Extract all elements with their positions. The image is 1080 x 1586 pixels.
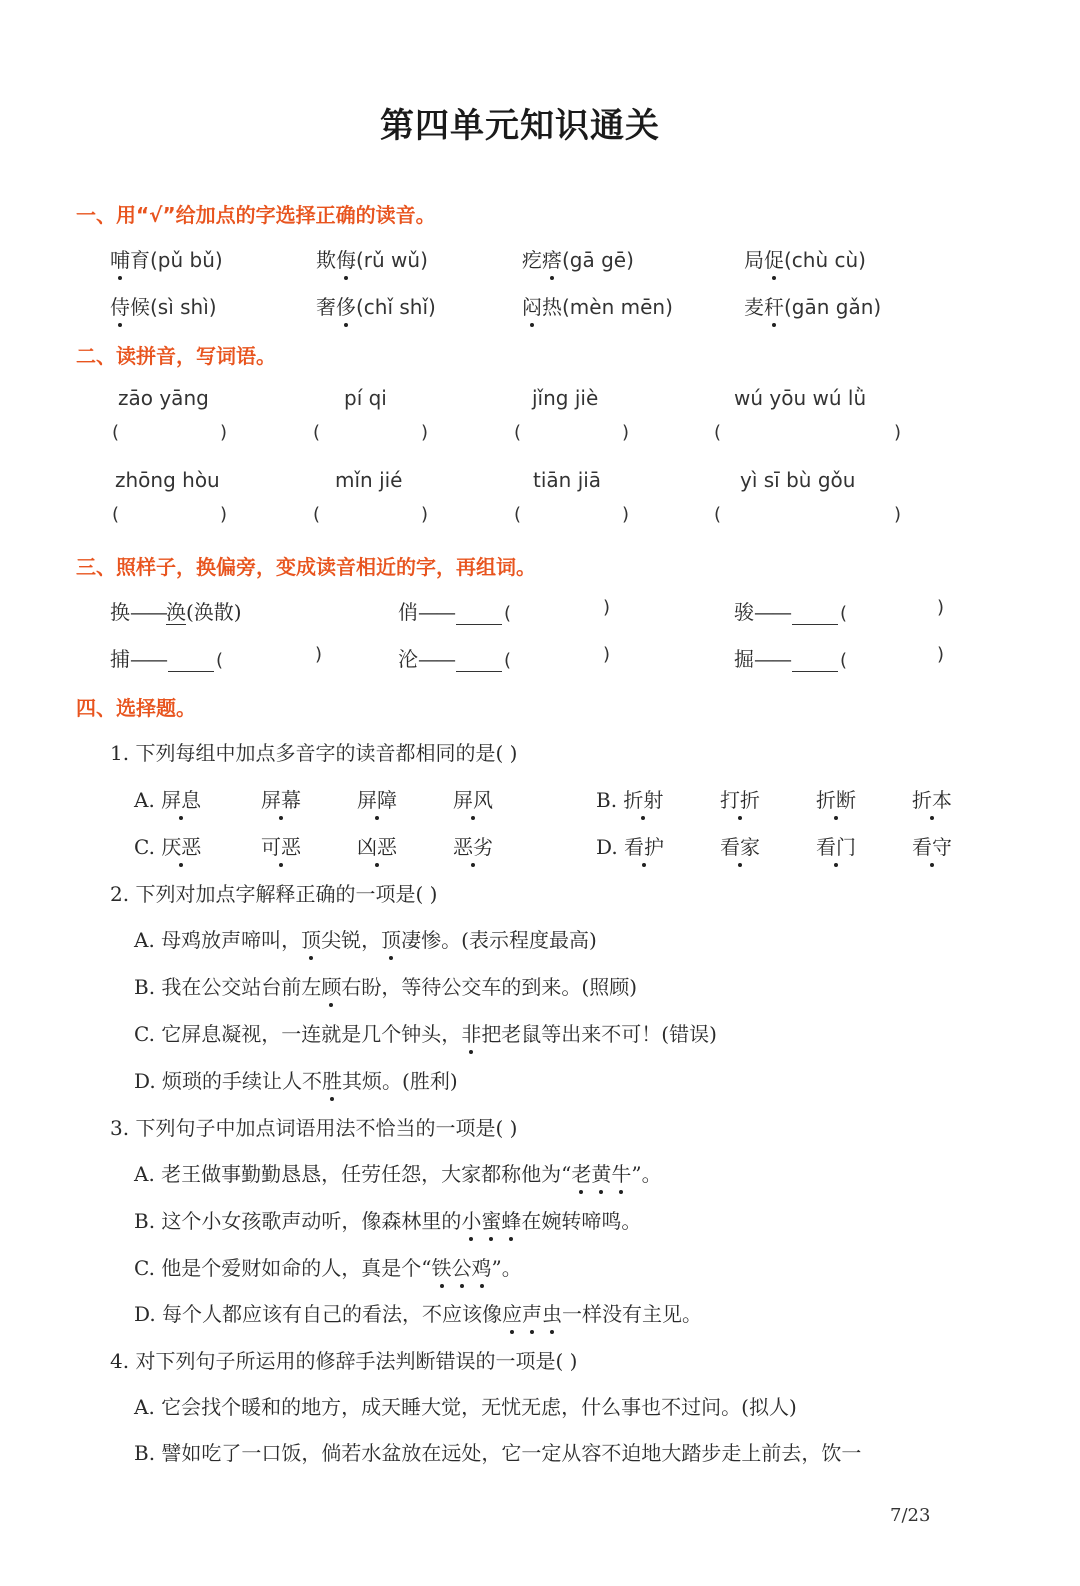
question-1-stem: 1. 下列每组中加点多音字的读音都相同的是( ) [110,741,518,765]
question-2-stem: 2. 下列对加点字解释正确的一项是( ) [110,882,438,906]
answer-paren-close: ) [894,504,902,525]
example-item: 换——涣(涣散) [110,600,242,624]
answer-paren-close: ) [315,644,323,665]
radical-item: 掘—— ( [734,647,848,671]
option-word: 看守 [912,831,952,860]
radical-item: 俏—— ( [398,600,512,624]
q3-option-B: B. 这个小女孩歌声动听，像森林里的小蜜蜂在婉转啼鸣。 [134,1205,641,1234]
answer-paren-close: ) [220,422,228,443]
s1-item: 疙瘩(gā gē) [522,244,634,273]
answer-paren-open: ( [112,504,120,525]
option-word: 屏幕 [261,784,301,813]
q4-option-B: B. 譬如吃了一口饭，倘若水盆放在远处，它一定从容不迫地大踏步走上前去，饮一 [134,1441,862,1465]
q3-option-D: D. 每个人都应该有自己的看法，不应该像应声虫一样没有主见。 [134,1298,702,1327]
answer-paren-close: ) [894,422,902,443]
answer-paren-close: ) [937,597,945,618]
pinyin-prompt: wú yōu wú lǜ [734,386,867,410]
s1-item: 麦秆(gān gǎn) [744,291,881,320]
s1-item: 闷热(mèn mēn) [522,291,673,320]
pinyin-prompt: yì sī bù gǒu [740,468,856,492]
section-3-heading: 三、照样子，换偏旁，变成读音相近的字，再组词。 [76,555,536,579]
option-word: 打折 [720,784,760,813]
pinyin-prompt: zāo yāng [118,386,209,410]
pinyin-prompt: jǐng jiè [532,386,599,410]
option-word: 凶恶 [357,831,397,860]
question-4-stem: 4. 对下列句子所运用的修辞手法判断错误的一项是( ) [110,1349,578,1373]
answer-paren-open: ( [514,422,522,443]
question-3-stem: 3. 下列句子中加点词语用法不恰当的一项是( ) [110,1116,518,1140]
option-word: 恶劣 [453,831,493,860]
q3-option-C: C. 他是个爱财如命的人，真是个“铁公鸡”。 [134,1252,522,1281]
answer-paren-open: ( [313,422,321,443]
q3-option-A: A. 老王做事勤勤恳恳，任劳任怨，大家都称他为“老黄牛”。 [134,1158,662,1187]
option-C: C. 厌恶 [134,831,201,860]
q2-option-D: D. 烦琐的手续让人不胜其烦。(胜利) [134,1065,458,1094]
option-word: 屏障 [357,784,397,813]
answer-paren-open: ( [714,504,722,525]
option-B: B. 折射 [596,784,663,813]
answer-paren-close: ) [937,644,945,665]
q4-option-A: A. 它会找个暖和的地方，成天睡大觉，无忧无虑，什么事也不过问。(拟人) [134,1395,797,1419]
s1-item: 局促(chù cù) [744,244,866,273]
answer-paren-close: ) [603,597,611,618]
dotted-word: 小蜜蜂 [461,1209,521,1233]
section-4-heading: 四、选择题。 [76,696,196,720]
section-1-heading: 一、用“√”给加点的字选择正确的读音。 [76,203,436,227]
page-title: 第四单元知识通关 [380,106,660,146]
option-word: 折断 [816,784,856,813]
option-word: 可恶 [261,831,301,860]
answer-paren-close: ) [603,644,611,665]
pinyin-prompt: mǐn jié [335,468,403,492]
radical-item: 骏—— ( [734,600,848,624]
option-word: 屏风 [453,784,493,813]
q2-option-B: B. 我在公交站台前左顾右盼，等待公交车的到来。(照顾) [134,971,637,1000]
dotted-word: 铁公鸡 [432,1256,492,1280]
s1-item: 欺侮(rǔ wǔ) [316,244,428,273]
answer-paren-close: ) [421,422,429,443]
radical-item: 捕—— ( [110,647,224,671]
option-word: 折本 [912,784,952,813]
s1-item: 奢侈(chǐ shǐ) [316,291,436,320]
dotted-word: 老黄牛 [571,1162,631,1186]
option-A: A. 屏息 [134,784,201,813]
answer-paren-open: ( [313,504,321,525]
pinyin-prompt: pí qi [344,386,387,410]
option-word: 看门 [816,831,856,860]
option-word: 看家 [720,831,760,860]
answer-paren-open: ( [714,422,722,443]
pinyin-prompt: tiān jiā [533,468,602,492]
pinyin-prompt: zhōng hòu [115,468,220,492]
answer-paren-close: ) [421,504,429,525]
s1-item: 哺育(pǔ bǔ) [110,244,223,273]
page-number: 7/23 [890,1505,931,1526]
answer-paren-close: ) [220,504,228,525]
q2-option-A: A. 母鸡放声啼叫，顶尖锐，顶凄惨。(表示程度最高) [134,924,597,953]
answer-paren-close: ) [622,504,630,525]
s1-item: 侍候(sì shì) [110,291,217,320]
radical-item: 沦—— ( [398,647,512,671]
answer-paren-open: ( [112,422,120,443]
section-2-heading: 二、读拼音，写词语。 [76,344,276,368]
dotted-word: 应声虫 [502,1302,562,1326]
answer-paren-close: ) [622,422,630,443]
q2-option-C: C. 它屏息凝视，一连就是几个钟头，非把老鼠等出来不可！(错误) [134,1018,717,1047]
option-D: D. 看护 [596,831,664,860]
answer-paren-open: ( [514,504,522,525]
